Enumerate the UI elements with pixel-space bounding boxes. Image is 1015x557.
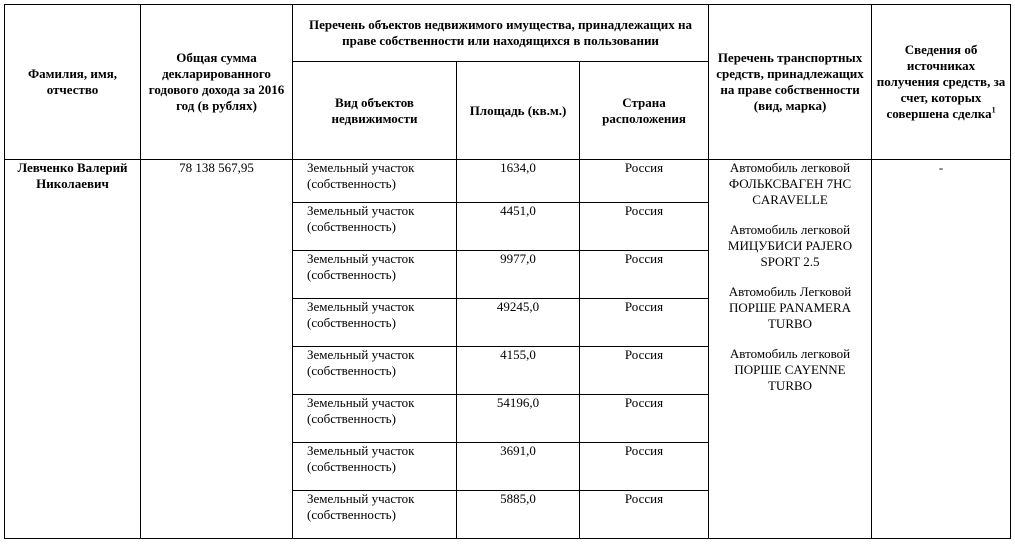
header-property-group: Перечень объектов недвижимого имущества, принадлежащих на праве собственности или находящихся в пользовании [293, 5, 709, 62]
header-country: Страна расположения [580, 62, 709, 160]
vehicle-kind: Автомобиль легковой [729, 160, 851, 175]
property-type-cell: Земельный участок (собственность) [293, 160, 457, 203]
header-sources [872, 5, 1011, 160]
vehicle-item [712, 284, 868, 332]
vehicle-item [712, 222, 868, 270]
vehicles-cell [709, 160, 872, 539]
property-type-cell: Земельный участок (собственность) [293, 203, 457, 251]
property-area-cell: 4155,0 [457, 347, 580, 395]
property-area-cell: 4451,0 [457, 203, 580, 251]
person-income: 78 138 567,95 [141, 160, 293, 539]
property-country-cell: Россия [580, 160, 709, 203]
property-type-cell: Земельный участок (собственность) [293, 395, 457, 443]
footnote-marker: 1 [991, 105, 996, 115]
vehicle-kind: Автомобиль легковой [729, 346, 851, 361]
property-area-cell: 9977,0 [457, 251, 580, 299]
property-type-cell: Земельный участок (собственность) [293, 491, 457, 539]
property-country-cell: Россия [580, 299, 709, 347]
vehicle-model: МИЦУБИСИ PAJERO SPORT 2.5 [727, 238, 853, 269]
property-area-cell: 5885,0 [457, 491, 580, 539]
vehicle-model: ПОРШЕ CAYENNE TURBO [734, 362, 846, 393]
vehicle-model: ПОРШЕ PANAMERA TURBO [728, 300, 852, 331]
vehicle-item [712, 346, 868, 394]
header-income: Общая сумма декларированного годового дохода за 2016 год (в рублях) [141, 5, 293, 160]
property-country-cell: Россия [580, 251, 709, 299]
person-sources: - [872, 160, 1011, 539]
property-area-cell: 3691,0 [457, 443, 580, 491]
header-name: Фамилия, имя, отчество [5, 5, 141, 160]
person-name: Левченко Валерий Николаевич [5, 160, 141, 539]
vehicle-model: ФОЛЬКСВАГЕН 7НС CARAVELLE [728, 176, 852, 207]
declaration-table [4, 4, 1011, 539]
property-type-cell: Земельный участок (собственность) [293, 443, 457, 491]
table-row [5, 160, 1011, 203]
property-type-cell: Земельный участок (собственность) [293, 251, 457, 299]
header-sources-text: Сведения об источниках получения средств, за счет, которых совершена сделка [876, 42, 1006, 121]
header-area: Площадь (кв.м.) [457, 62, 580, 160]
property-area-cell: 54196,0 [457, 395, 580, 443]
property-country-cell: Россия [580, 395, 709, 443]
vehicle-item [712, 160, 868, 208]
property-area-cell: 49245,0 [457, 299, 580, 347]
header-vehicles: Перечень транспортных средств, принадлежащих на праве собственности (вид, марка) [709, 5, 872, 160]
property-country-cell: Россия [580, 203, 709, 251]
header-property-type: Вид объектов недвижимости [293, 62, 457, 160]
property-country-cell: Россия [580, 347, 709, 395]
vehicle-kind: Автомобиль легковой [729, 222, 851, 237]
property-type-cell: Земельный участок (собственность) [293, 299, 457, 347]
property-type-cell: Земельный участок (собственность) [293, 347, 457, 395]
vehicle-kind: Автомобиль Легковой [728, 284, 852, 299]
property-area-cell: 1634,0 [457, 160, 580, 203]
property-country-cell: Россия [580, 443, 709, 491]
property-country-cell: Россия [580, 491, 709, 539]
